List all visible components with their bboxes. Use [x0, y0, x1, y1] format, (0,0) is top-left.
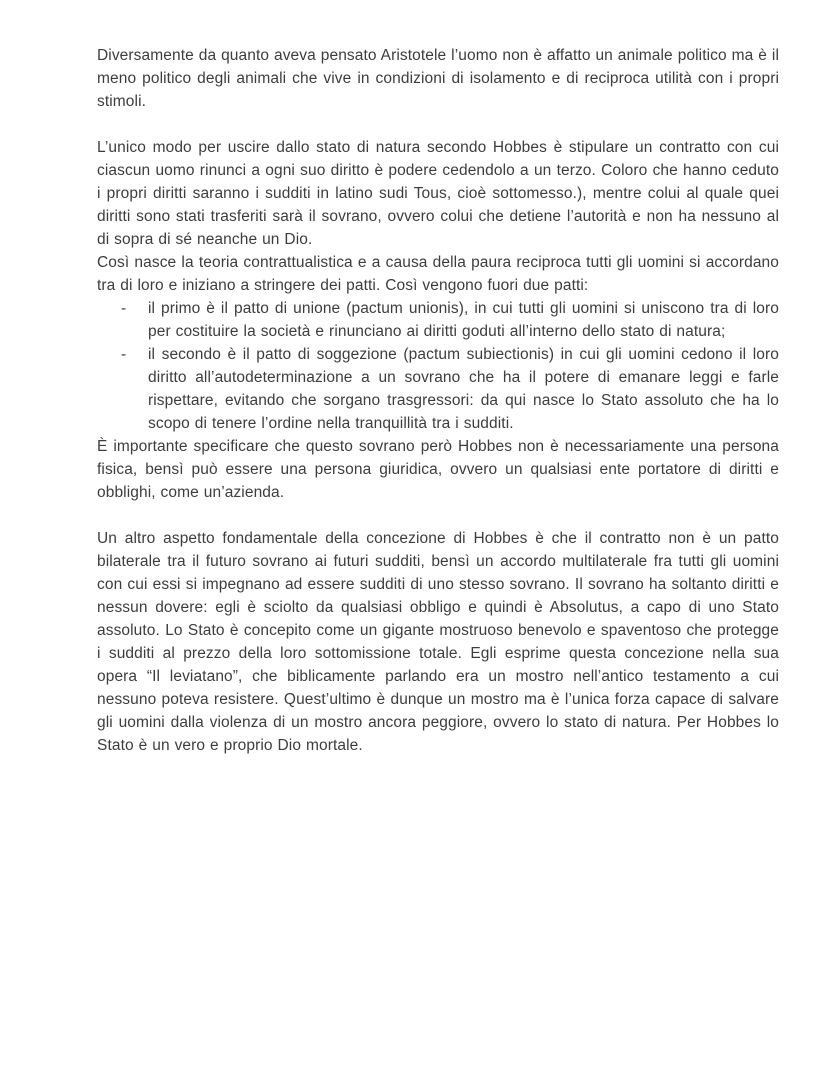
paragraph-aristotle: Diversamente da quanto aveva pensato Aristotele l’uomo non è affatto un animale politico ma è il meno politico degli animali che vive in condizioni di isolamento e di reciproca utilità con i propri stimoli.	[97, 47, 779, 110]
paragraph-sovereign-person: È importante specificare che questo sovrano però Hobbes non è necessariamente una persona fisica, bensì può essere una persona giuridica, ovvero un qualsiasi ente portatore di diritti e obblighi, come un’azienda.	[97, 438, 779, 501]
list-item	[97, 297, 779, 343]
paragraph-leviathan: Un altro aspetto fondamentale della concezione di Hobbes è che il contratto non è un patto bilaterale tra il futuro sovrano ai futuri sudditi, bensì un accordo multilaterale fra tutti gli uomini con cui essi si impegnano ad essere sudditi di uno stesso sovrano. Il sovrano ha soltanto diritti e nessun dovere: egli è sciolto da qualsiasi obbligo e quindi è Absolutus, a capo di uno Stato assoluto. Lo Stato è concepito come un gigante mostruoso benevolo e spaventoso che protegge i sudditi al prezzo della loro sottomissione totale. Egli esprime questa concezione nella sua opera “Il leviatano”, che biblicamente parlando era un mostro nell’antico testamento a cui nessuno poteva resistere. Quest’ultimo è dunque un mostro ma è l’unica forza capace di salvare gli uomini dalla violenza di un mostro ancora peggiore, ovvero lo stato di natura. Per Hobbes lo Stato è un vero e proprio Dio mortale.	[97, 530, 779, 754]
bullet-dash-marker: -	[121, 346, 127, 363]
paragraph-pacts-intro: Così nasce la teoria contrattualistica e a causa della paura reciproca tutti gli uomini si accordano tra di loro e iniziano a stringere dei patti. Così vengono fuori due patti:	[97, 254, 779, 294]
paragraph-contract: L’unico modo per uscire dallo stato di natura secondo Hobbes è stipulare un contratto con cui ciascun uomo rinunci a ogni suo diritto è podere cedendolo a un terzo. Coloro che hanno ceduto i propri diritti saranno i sudditi in latino sudi Tous, cioè sottomesso.), mentre colui al quale quei diritti sono stati trasferiti sarà il sovrano, ovvero colui che detiene l’autorità e non ha nessuno al di sopra di sé neanche un Dio.	[97, 139, 779, 248]
bullet-dash-marker: -	[121, 300, 127, 317]
list-item	[97, 343, 779, 435]
bullet-text-pactum-subiectionis: il secondo è il patto di soggezione (pactum subiectionis) in cui gli uomini cedono il loro diritto all’autodeterminazione a un sovrano che ha il potere di emanare leggi e farle rispettare, evitando che sorgano trasgressori: da qui nasce lo Stato assoluto che ha lo scopo di tenere l’ordine nella tranquillità tra i sudditi.	[148, 346, 779, 432]
bullet-text-pactum-unionis: il primo è il patto di unione (pactum unionis), in cui tutti gli uomini si uniscono tra di loro per costituire la società e rinunciano ai diritti goduti all’interno dello stato di natura;	[148, 300, 779, 340]
pacts-bullet-list	[97, 297, 779, 435]
